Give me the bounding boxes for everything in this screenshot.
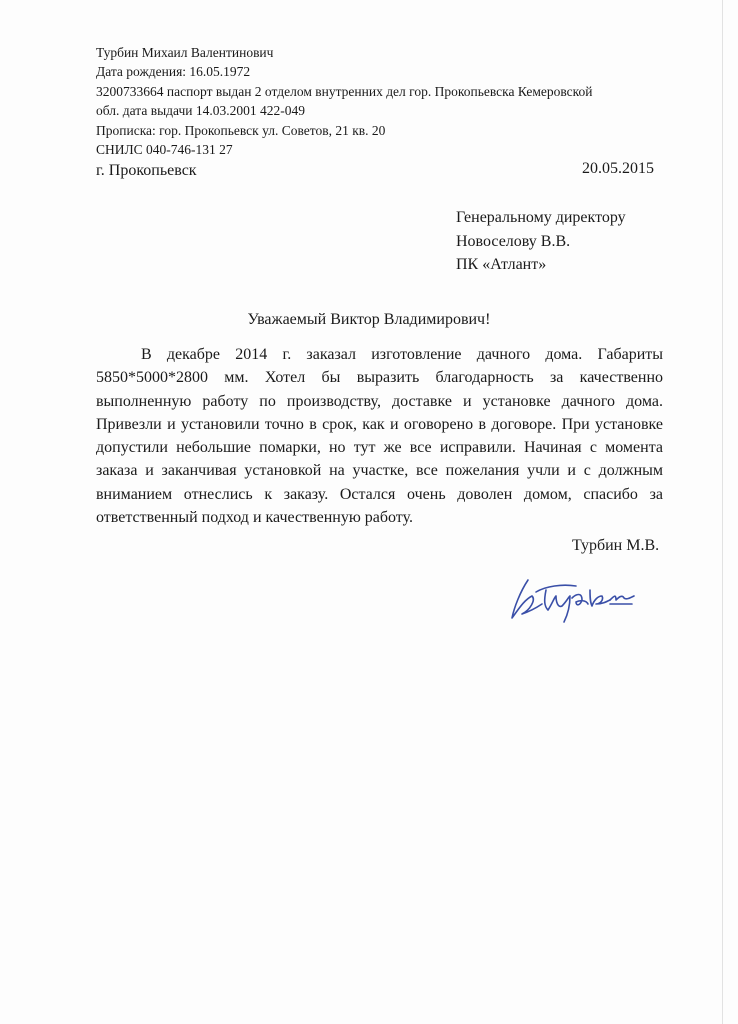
salutation: Уважаемый Виктор Владимирович!: [247, 311, 491, 328]
recipient-name: Новоселову В.В.: [456, 232, 571, 250]
recipient-block: [456, 206, 626, 277]
recipient-company: ПК «Атлант»: [456, 256, 547, 273]
signature-stroke: [536, 585, 576, 592]
sender-registration: Прописка: гор. Прокопьевск ул. Советов, 21 кв. 20: [96, 122, 386, 138]
sender-snils: СНИЛС 040-746-131 27: [96, 142, 233, 158]
signature-stroke: [572, 595, 588, 605]
letter-place: г. Прокопьевск: [96, 162, 197, 179]
handwritten-signature: [506, 570, 636, 626]
letter-date: 20.05.2015: [582, 160, 654, 177]
letter-body: В декабре 2014 г. заказал изготовление дачного дома. Габариты 5850*5000*2800 мм. Хотел бы выразить благодарность за качественно выполненную работу по производству, доставке и установке дачного дома. Привезли и установили точно в срок, как и оговорено в договоре. При установке допустили небольшие помарки, но тут же все исправили. Начиная с момента заказа и заканчивая установкой на участке, все пожелания учли и с должным вниманием отнеслись к заказу. Остался очень доволен домом, спасибо за ответственный подход и качественную работу.: [96, 346, 663, 527]
page-edge-line: [722, 0, 723, 1024]
sender-birth-date: Дата рождения: 16.05.1972: [96, 64, 251, 80]
signature-stroke: [545, 590, 570, 622]
sender-passport-line2: обл. дата выдачи 14.03.2001 422-049: [96, 103, 305, 119]
signature-stroke: [512, 580, 542, 618]
sender-name: Турбин Михаил Валентинович: [96, 45, 274, 60]
recipient-position: Генеральному директору: [456, 209, 626, 226]
sender-block: [96, 43, 656, 159]
sender-passport-line1: 3200733664 паспорт выдан 2 отделом внутренних дел гор. Прокопьевска Кемеровской: [96, 83, 593, 99]
signature-stroke: [610, 596, 634, 600]
signer-name: Турбин М.В.: [572, 537, 660, 554]
signature-stroke: [590, 590, 610, 606]
